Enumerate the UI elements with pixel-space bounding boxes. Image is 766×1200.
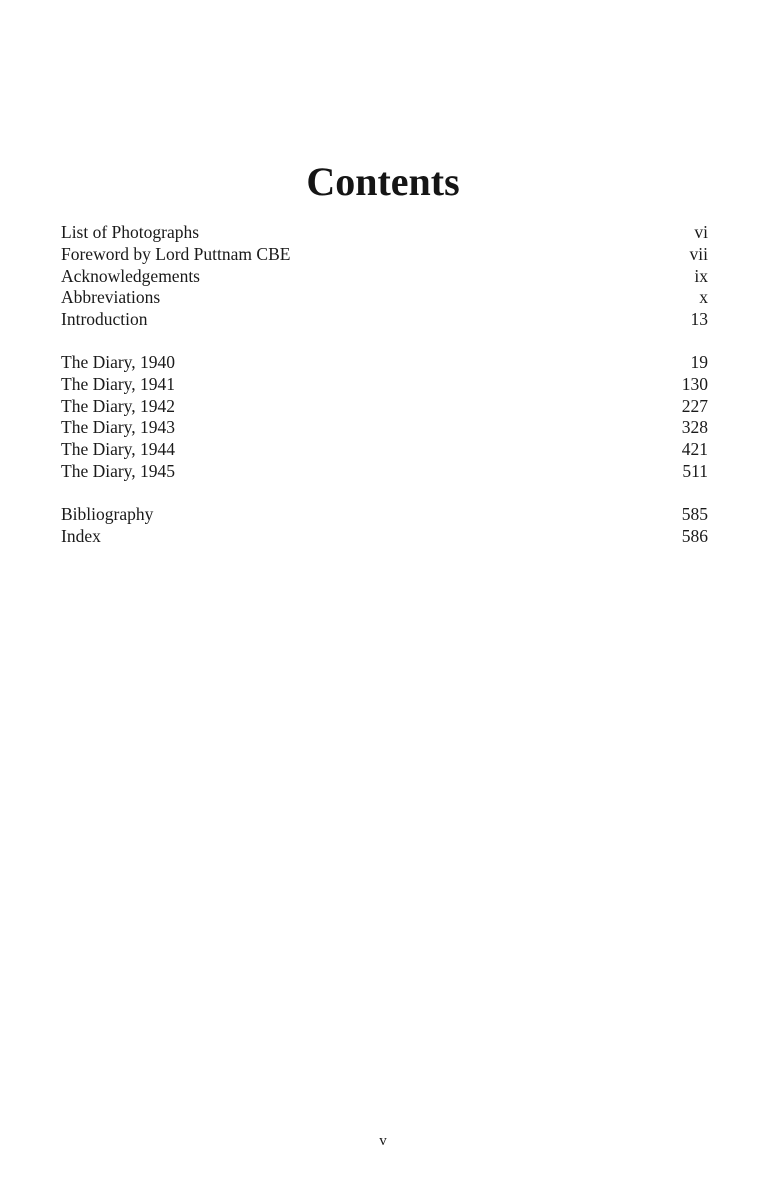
toc-entry[interactable] (61, 222, 708, 244)
toc-entry-label: Foreword by Lord Puttnam CBE (61, 243, 291, 264)
toc-entry[interactable] (61, 417, 708, 439)
toc-entry-label: Abbreviations (61, 287, 161, 308)
toc-entry-page: 130 (681, 373, 708, 394)
toc-entry[interactable] (61, 439, 708, 461)
toc-entry-label: Acknowledgements (61, 265, 200, 286)
toc-entry-label: The Diary, 1945 (61, 460, 176, 481)
toc-entry[interactable] (61, 309, 708, 331)
toc-entry[interactable] (61, 504, 708, 526)
toc-entry-page: 328 (681, 417, 708, 438)
toc-entry-label: List of Photographs (61, 222, 200, 242)
page-number: v (379, 1133, 387, 1149)
toc-entry-label: Bibliography (61, 504, 154, 524)
toc-entry-label: The Diary, 1944 (61, 439, 176, 460)
toc-entry-label: The Diary, 1940 (61, 352, 176, 372)
toc-entry[interactable] (61, 352, 708, 374)
toc-entry-label: The Diary, 1943 (61, 417, 176, 438)
toc-entry-label: The Diary, 1942 (61, 395, 176, 416)
toc-entry-page: 19 (690, 352, 708, 372)
toc-entry-page: 586 (681, 525, 708, 546)
toc-entry[interactable] (61, 526, 708, 548)
toc-front-matter (61, 222, 708, 331)
toc-entry-label: The Diary, 1941 (61, 373, 176, 394)
toc-entry[interactable] (61, 461, 708, 483)
toc-entry[interactable] (61, 244, 708, 266)
toc-entry-label: Index (61, 525, 101, 546)
toc-entry-page: vi (694, 222, 708, 242)
toc-entry-page: 585 (681, 504, 708, 524)
toc-diary (61, 352, 708, 483)
toc-entry-page: 227 (681, 395, 708, 416)
toc-entry[interactable] (61, 396, 708, 418)
toc-entry-page: 13 (690, 309, 708, 330)
page-title: Contents (306, 159, 460, 204)
toc-entry-page: 421 (681, 439, 708, 460)
toc-entry-page: x (699, 287, 708, 308)
toc-entry[interactable] (61, 374, 708, 396)
toc-entry-page: ix (694, 265, 708, 286)
toc-entry-page: 511 (682, 460, 708, 481)
toc-entry-label: Introduction (61, 309, 148, 330)
toc-back-matter (61, 504, 708, 548)
toc-entry-page: vii (689, 243, 708, 264)
toc-entry[interactable] (61, 266, 708, 288)
toc-entry[interactable] (61, 287, 708, 309)
